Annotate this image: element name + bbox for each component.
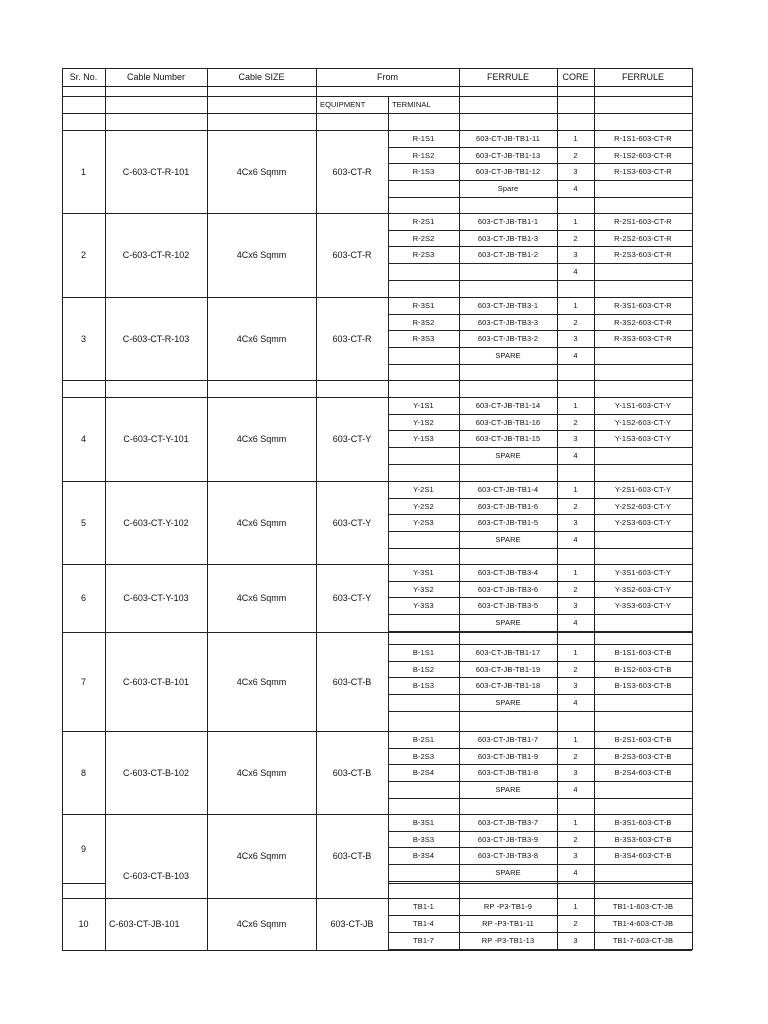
ferrule-out-cell: R-1S2-603-CT-R (614, 150, 672, 160)
ferrule-cell: SPARE (495, 697, 521, 707)
ferrule-cell: 603-CT-JB-TB1-13 (475, 150, 541, 160)
cable-number-cell: C-603-CT-R-102 (122, 250, 190, 260)
terminal-cell: R-2S2 (412, 233, 435, 243)
terminal-cell (388, 347, 459, 364)
core-cell: 3 (573, 936, 578, 945)
ferrule-out-cell: R-1S1-603-CT-R (614, 133, 672, 143)
row-line (388, 883, 692, 884)
ferrule-out-cell (594, 531, 692, 548)
core-cell: 2 (573, 501, 578, 511)
row-line (388, 280, 692, 281)
terminal-cell (388, 180, 459, 197)
ferrule-cell: SPARE (495, 784, 521, 794)
terminal-cell (388, 864, 459, 881)
terminal-cell: R-3S3 (412, 334, 435, 344)
equipment-cell: 603-CT-Y (332, 593, 372, 603)
terminal-cell: B-1S1 (412, 647, 435, 657)
core-cell: 4 (573, 350, 578, 360)
core-cell: 4 (573, 617, 578, 627)
core-cell: 3 (573, 518, 578, 528)
core-cell: 2 (573, 584, 578, 594)
ferrule-out-cell (594, 447, 692, 464)
row-line (388, 881, 692, 882)
row-line (388, 798, 692, 799)
terminal-cell: B-3S4 (412, 851, 435, 861)
ferrule-cell: 603-CT-JB-TB1-15 (475, 434, 541, 444)
terminal-cell: R-1S3 (412, 167, 435, 177)
ferrule-out-cell: Y-3S2-603-CT-Y (614, 584, 672, 594)
cable-size-cell: 4Cx6 Sqmm (236, 767, 287, 778)
ferrule-cell: Spare (497, 183, 519, 193)
cable-size-cell: 4Cx6 Sqmm (236, 851, 287, 861)
core-cell: 3 (573, 681, 578, 691)
equipment-cell: 603-CT-Y (332, 434, 372, 444)
terminal-cell: B-2S1 (412, 734, 435, 744)
terminal-cell: B-1S3 (412, 681, 435, 691)
ferrule-out-cell: B-1S2-603-CT-B (614, 664, 672, 674)
sr-no-cell: 10 (78, 919, 89, 929)
sr-no-cell: 5 (80, 517, 86, 528)
equipment-cell: 603-CT-B (332, 767, 372, 778)
ferrule-cell: SPARE (495, 617, 521, 627)
ferrule-out-cell: R-3S1-603-CT-R (614, 300, 672, 310)
terminal-cell (388, 694, 459, 711)
group-line (62, 380, 692, 381)
core-cell: 3 (573, 334, 578, 344)
ferrule-out-cell (594, 347, 692, 364)
core-cell: 4 (573, 784, 578, 794)
ferrule-cell: 603-CT-JB-TB1-5 (477, 518, 539, 528)
table-border (62, 68, 63, 950)
ferrule-cell (459, 263, 557, 280)
core-cell: 4 (573, 867, 578, 877)
cable-size-cell: 4Cx6 Sqmm (236, 593, 287, 603)
core-cell: 2 (573, 664, 578, 674)
cable-number-cell: C-603-CT-B-101 (122, 676, 190, 687)
ferrule-out-cell (594, 614, 692, 631)
header-ferrule-2: FERRULE (621, 72, 664, 82)
ferrule-out-cell: Y-1S1-603-CT-Y (614, 400, 672, 410)
column-line (459, 68, 460, 950)
group-line (62, 731, 692, 732)
header-line (62, 86, 692, 87)
sr-no-cell: 9 (80, 843, 86, 854)
ferrule-out-cell: B-3S1-603-CT-B (614, 817, 672, 827)
terminal-cell (388, 447, 459, 464)
ferrule-out-cell: Y-2S1-603-CT-Y (614, 484, 672, 494)
terminal-cell: TB1-4 (413, 919, 434, 928)
ferrule-cell: 603-CT-JB-TB1-12 (475, 167, 541, 177)
ferrule-out-cell: Y-2S2-603-CT-Y (614, 501, 672, 511)
ferrule-cell: 603-CT-JB-TB3-4 (477, 567, 539, 577)
header-ferrule: FERRULE (486, 72, 529, 82)
cable-size-cell: 4Cx6 Sqmm (236, 250, 287, 260)
cable-number-cell: C-603-CT-Y-102 (123, 517, 189, 528)
column-line (594, 68, 595, 950)
sr-no-cell: 3 (80, 333, 86, 344)
column-line (388, 96, 389, 950)
core-cell: 3 (573, 601, 578, 611)
ferrule-cell: 603-CT-JB-TB1-1 (477, 216, 539, 226)
header-line (62, 68, 692, 69)
column-line (207, 68, 208, 950)
ferrule-out-cell: R-2S3-603-CT-R (614, 250, 672, 260)
group-line (62, 213, 692, 214)
terminal-cell: Y-1S3 (413, 434, 434, 444)
core-cell: 1 (573, 400, 578, 410)
ferrule-cell: RP -P3-TB1-11 (482, 919, 534, 928)
core-cell: 3 (573, 768, 578, 778)
ferrule-cell: 603-CT-JB-TB1-17 (475, 647, 541, 657)
cable-size-cell: 4Cx6 Sqmm (236, 676, 287, 687)
cable-size-cell: 4Cx6 Sqmm (236, 166, 287, 177)
terminal-cell: Y-3S2 (413, 584, 434, 594)
sr-no-cell: 7 (80, 676, 86, 687)
core-cell: 2 (573, 919, 578, 928)
core-cell: 3 (573, 167, 578, 177)
group-line (62, 397, 692, 398)
core-cell: 4 (573, 534, 578, 544)
header-line (62, 96, 692, 97)
table-border (692, 68, 693, 950)
ferrule-out-cell: R-2S1-603-CT-R (614, 216, 672, 226)
cable-number-cell: C-603-CT-B-102 (122, 767, 190, 778)
row-line (388, 644, 692, 645)
ferrule-out-cell: TB1-1-603-CT-JB (612, 902, 674, 911)
core-cell: 1 (573, 817, 578, 827)
core-cell: 2 (573, 751, 578, 761)
ferrule-cell: 603-CT-JB-TB3-8 (477, 851, 539, 861)
terminal-cell: B-1S2 (412, 664, 435, 674)
core-cell: 1 (573, 902, 578, 911)
ferrule-out-cell: B-2S1-603-CT-B (614, 734, 672, 744)
terminal-cell (388, 531, 459, 548)
ferrule-out-cell: Y-1S2-603-CT-Y (614, 417, 672, 427)
terminal-cell: TB1-1 (413, 902, 434, 911)
sr-no-cell: 4 (80, 434, 86, 444)
ferrule-out-cell (594, 864, 692, 881)
core-cell: 3 (573, 434, 578, 444)
ferrule-cell: 603-CT-JB-TB1-16 (475, 417, 541, 427)
column-line (316, 68, 317, 950)
group-line (62, 481, 692, 482)
core-cell: 2 (573, 834, 578, 844)
ferrule-cell: SPARE (495, 450, 521, 460)
group-line (62, 632, 692, 633)
ferrule-cell: 603-CT-JB-TB3-9 (477, 834, 539, 844)
row-line (388, 548, 692, 549)
core-cell: 2 (573, 317, 578, 327)
terminal-cell: R-3S2 (412, 317, 435, 327)
equipment-cell: 603-CT-JB (330, 919, 374, 929)
terminal-cell (388, 263, 459, 280)
ferrule-out-cell: B-2S4-603-CT-B (614, 768, 672, 778)
ferrule-cell: 603-CT-JB-TB1-7 (477, 734, 539, 744)
ferrule-out-cell: Y-1S3-603-CT-Y (614, 434, 672, 444)
terminal-cell: Y-2S1 (413, 484, 434, 494)
terminal-cell: B-3S1 (412, 817, 435, 827)
ferrule-cell: 603-CT-JB-TB1-14 (475, 400, 541, 410)
ferrule-out-cell: TB1-7-603-CT-JB (612, 936, 674, 945)
terminal-cell: Y-1S2 (413, 417, 434, 427)
equipment-cell: 603-CT-R (332, 250, 372, 260)
core-cell: 1 (573, 216, 578, 226)
core-cell: 2 (573, 417, 578, 427)
ferrule-cell: 603-CT-JB-TB1-18 (475, 681, 541, 691)
ferrule-cell: SPARE (495, 534, 521, 544)
header-sr-no: Sr. No. (69, 72, 98, 82)
header-core: CORE (562, 72, 589, 82)
ferrule-out-cell: Y-2S3-603-CT-Y (614, 518, 672, 528)
ferrule-cell: 603-CT-JB-TB3-5 (477, 601, 539, 611)
ferrule-cell: 603-CT-JB-TB3-6 (477, 584, 539, 594)
core-cell: 4 (573, 697, 578, 707)
header-from: From (377, 72, 398, 82)
cable-number-cell: C-603-CT-Y-103 (123, 593, 189, 603)
cable-size-cell: 4Cx6 Sqmm (236, 919, 287, 929)
ferrule-cell: 603-CT-JB-TB1-2 (477, 250, 539, 260)
header-terminal: TERMINAL (392, 99, 431, 109)
cable-size-cell: 4Cx6 Sqmm (236, 333, 287, 344)
ferrule-out-cell: R-3S2-603-CT-R (614, 317, 672, 327)
header-cable-number: Cable Number (126, 72, 186, 82)
ferrule-cell: RP -P3-TB1-13 (481, 936, 535, 945)
ferrule-out-cell: B-1S3-603-CT-B (614, 681, 672, 691)
ferrule-cell: SPARE (495, 350, 521, 360)
terminal-cell (388, 614, 459, 631)
terminal-cell: R-2S1 (412, 216, 435, 226)
ferrule-cell: SPARE (495, 867, 521, 877)
row-line (388, 711, 692, 712)
column-line (557, 68, 558, 950)
terminal-cell (388, 781, 459, 798)
header-cable-size: Cable SIZE (238, 72, 285, 82)
ferrule-cell: 603-CT-JB-TB1-3 (477, 233, 539, 243)
equipment-cell: 603-CT-Y (332, 517, 372, 528)
ferrule-cell: 603-CT-JB-TB1-19 (475, 664, 541, 674)
core-cell: 1 (573, 133, 578, 143)
core-cell: 3 (573, 851, 578, 861)
terminal-cell: B-2S4 (412, 768, 435, 778)
column-line (105, 68, 106, 950)
equipment-cell: 603-CT-B (332, 676, 372, 687)
core-cell: 1 (573, 484, 578, 494)
ferrule-cell: 603-CT-JB-TB1-9 (477, 751, 539, 761)
row-line (388, 197, 692, 198)
row-line (388, 464, 692, 465)
ferrule-out-cell: TB1-4-603-CT-JB (612, 919, 674, 928)
ferrule-out-cell (594, 781, 692, 798)
core-cell: 3 (573, 250, 578, 260)
ferrule-cell: RP -P3-TB1-9 (483, 902, 533, 911)
ferrule-cell: 603-CT-JB-TB1-8 (477, 768, 539, 778)
ferrule-out-cell: R-3S3-603-CT-R (614, 334, 672, 344)
row-line (388, 364, 692, 365)
ferrule-out-cell (594, 263, 692, 280)
ferrule-out-cell: R-2S2-603-CT-R (614, 233, 672, 243)
group-line (62, 883, 105, 884)
terminal-cell: Y-3S1 (413, 567, 434, 577)
terminal-cell: B-2S3 (412, 751, 435, 761)
header-line (62, 113, 692, 114)
ferrule-cell: 603-CT-JB-TB1-6 (477, 501, 539, 511)
group-line (62, 814, 692, 815)
group-line (62, 564, 692, 565)
cable-number-cell: C-603-CT-R-103 (122, 333, 190, 344)
terminal-cell: Y-3S3 (413, 601, 434, 611)
core-cell: 1 (573, 734, 578, 744)
terminal-cell: Y-2S2 (413, 501, 434, 511)
ferrule-cell: 603-CT-JB-TB1-11 (476, 133, 540, 143)
ferrule-out-cell: B-2S3-603-CT-B (614, 751, 672, 761)
cable-number-cell: C-603-CT-Y-101 (123, 434, 189, 444)
core-cell: 1 (573, 647, 578, 657)
terminal-cell: B-3S3 (412, 834, 435, 844)
terminal-cell: R-1S2 (412, 150, 435, 160)
ferrule-cell: 603-CT-JB-TB3-2 (477, 334, 539, 344)
ferrule-cell: 603-CT-JB-TB3-3 (477, 317, 539, 327)
ferrule-out-cell: Y-3S3-603-CT-Y (614, 601, 672, 611)
ferrule-cell: 603-CT-JB-TB3-7 (477, 817, 539, 827)
terminal-cell: TB1-7 (413, 936, 434, 945)
sr-no-cell: 2 (80, 250, 86, 260)
cable-number-cell: C-603-CT-R-101 (122, 166, 190, 177)
core-cell: 4 (573, 183, 578, 193)
sr-no-cell: 8 (80, 767, 86, 778)
ferrule-out-cell: B-3S3-603-CT-B (614, 834, 672, 844)
cable-number-cell: C-603-CT-JB-101 (109, 919, 180, 929)
ferrule-cell: 603-CT-JB-TB1-4 (477, 484, 539, 494)
ferrule-out-cell: Y-3S1-603-CT-Y (614, 567, 672, 577)
core-cell: 2 (573, 233, 578, 243)
header-equipment: EQUIPMENT (320, 99, 366, 109)
terminal-cell: R-2S3 (412, 250, 435, 260)
sr-no-cell: 6 (80, 593, 86, 603)
terminal-cell: R-3S1 (412, 300, 435, 310)
ferrule-cell: 603-CT-JB-TB3-1 (477, 300, 539, 310)
equipment-cell: 603-CT-R (332, 166, 372, 177)
core-cell: 4 (573, 450, 578, 460)
equipment-cell: 603-CT-B (332, 851, 372, 861)
group-line (62, 297, 692, 298)
terminal-cell: R-1S1 (412, 133, 435, 143)
cable-size-cell: 4Cx6 Sqmm (236, 434, 287, 444)
ferrule-out-cell: B-1S1-603-CT-B (614, 647, 672, 657)
group-line (62, 898, 692, 899)
core-cell: 4 (573, 266, 578, 276)
cable-size-cell: 4Cx6 Sqmm (236, 517, 287, 528)
ferrule-out-cell (594, 180, 692, 197)
equipment-cell: 603-CT-R (332, 333, 372, 344)
sr-no-cell: 1 (80, 166, 86, 177)
terminal-cell: Y-2S3 (413, 518, 434, 528)
group-line (62, 130, 692, 131)
core-cell: 1 (573, 567, 578, 577)
ferrule-out-cell (594, 694, 692, 711)
cable-number-cell: C-603-CT-B-103 (122, 871, 190, 881)
terminal-cell: Y-1S1 (413, 400, 434, 410)
core-cell: 2 (573, 150, 578, 160)
core-cell: 1 (573, 300, 578, 310)
ferrule-out-cell: B-3S4-603-CT-B (614, 851, 672, 861)
group-line (62, 950, 692, 951)
ferrule-out-cell: R-1S3-603-CT-R (614, 167, 672, 177)
